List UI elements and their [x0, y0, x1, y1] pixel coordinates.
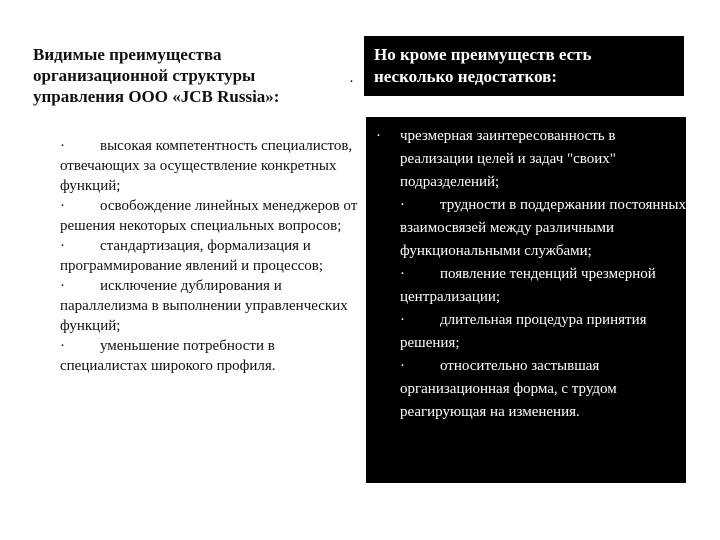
disadvantage-text: относительно застывшая организационная форма, с трудом реагирующая на изменения.	[400, 358, 617, 420]
advantage-text: освобождение линейных менеджеров от решения некоторых специальных вопросов;	[60, 198, 358, 234]
advantages-title: Видимые преимущества организационной структуры управления ООО «JCB Russia»:	[33, 45, 280, 106]
bullet-icon: ·	[400, 358, 405, 374]
advantage-text: исключение дублирования и параллелизма в выполнении управленческих функций;	[60, 278, 348, 334]
list-item	[60, 276, 360, 336]
bullet-icon: ·	[400, 197, 405, 213]
list-item	[400, 194, 686, 263]
list-item	[60, 196, 360, 236]
bullet-icon: ·	[400, 312, 405, 328]
disadvantage-text: длительная процедура принятия решения;	[400, 312, 647, 351]
advantage-text: стандартизация, формализация и программирование явлений и процессов;	[60, 238, 324, 274]
bullet-icon: ·	[60, 338, 65, 354]
advantage-text: уменьшение потребности в специалистах широкого профиля.	[60, 338, 276, 374]
list-item	[60, 136, 360, 196]
disadvantage-text: чрезмерная заинтересованность в реализации целей и задач "своих" подразделений;	[400, 128, 616, 190]
disadvantage-text: появление тенденций чрезмерной централизации;	[400, 266, 656, 305]
advantages-list	[60, 136, 360, 376]
title-bullet-icon: ·	[349, 74, 354, 90]
bullet-icon: ·	[400, 266, 405, 282]
disadvantages-title: Но кроме преимуществ есть несколько недостатков:	[364, 36, 684, 96]
list-item	[60, 336, 360, 376]
list-item	[60, 236, 360, 276]
disadvantages-panel	[366, 117, 686, 483]
list-item	[400, 309, 686, 355]
list-item	[376, 125, 686, 194]
advantage-text: высокая компетентность специалистов, отвечающих за осуществление конкретных функций;	[60, 138, 353, 194]
bullet-icon: ·	[60, 198, 65, 214]
bullet-icon: ·	[60, 238, 65, 254]
list-item	[400, 263, 686, 309]
list-item	[400, 355, 686, 424]
bullet-icon: ·	[60, 278, 65, 294]
bullet-icon: ·	[376, 128, 381, 144]
disadvantage-text: трудности в поддержании постоянных взаимосвязей между различными функциональными службами;	[400, 197, 686, 259]
bullet-icon: ·	[60, 138, 65, 154]
